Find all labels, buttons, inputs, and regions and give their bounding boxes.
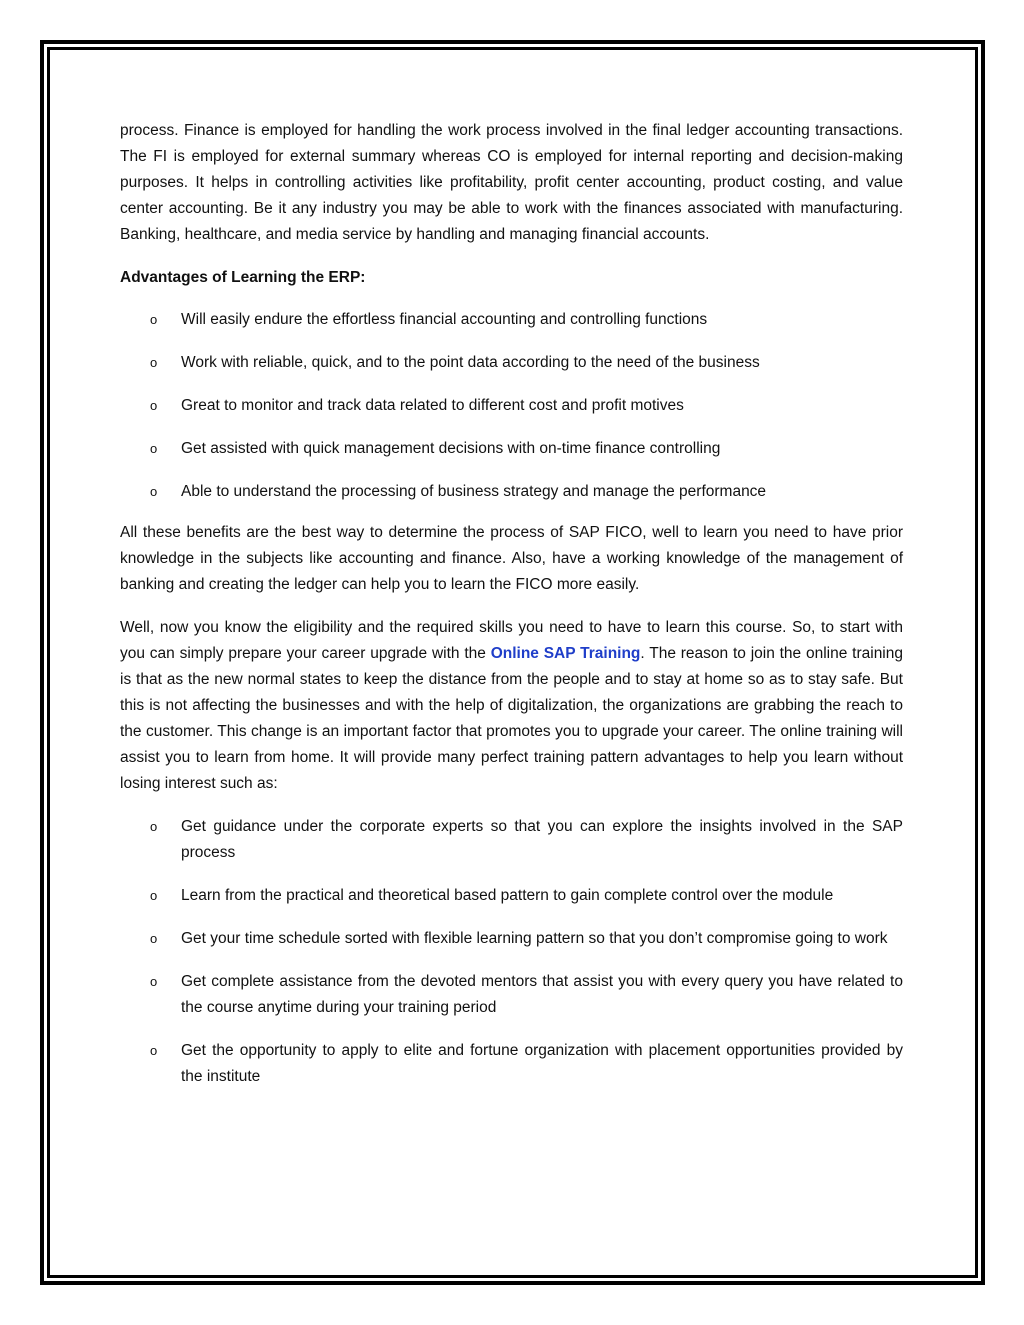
advantages-list-item [120,479,903,505]
training-list-item [120,1038,903,1090]
training-advantages-list [120,814,903,1090]
training-item-text: Get guidance under the corporate experts so that you can explore the insights involved in the SAP process [181,818,903,861]
bullet-icon: o [150,819,158,834]
bullet-icon: o [150,1043,158,1058]
training-list-item [120,814,903,866]
advantages-item-text: Get assisted with quick management decisions with on-time finance controlling [181,440,721,457]
training-item-text: Get the opportunity to apply to elite and fortune organization with placement opportunities provided by the institute [181,1042,903,1085]
advantages-item-text: Able to understand the processing of business strategy and manage the performance [181,483,767,500]
training-item-text: Learn from the practical and theoretical based pattern to gain complete control over the module [181,887,834,904]
advantages-item-text: Great to monitor and track data related to different cost and profit motives [181,397,684,414]
eligibility-text-start: Well, now you know the eligibility and the required skills you need to have to learn this course. So, to start with you can simply prepare your career upgrade with the [120,619,903,662]
training-list-item [120,926,903,952]
bullet-icon: o [150,484,158,499]
intro-paragraph: process. Finance is employed for handling the work process involved in the final ledger accounting transactions. The FI is employed for external summary whereas CO is employed for internal reporting and decision-making purposes. It helps in controlling activities like profitability, profit center accounting, product costing, and value center accounting. Be it any industry you may be able to work with the finances associated with manufacturing. Banking, healthcare, and media service by handling and managing financial accounts. [120,122,903,243]
eligibility-text-end: . The reason to join the online training is that as the new normal states to keep the distance from the people and to stay at home so as to stay safe. But this is not affecting the businesses and with the help of digitalization, the organizations are grabbing the reach to the customer. This change is an important factor that promotes you to upgrade your career. The online training will assist you to learn from home. It will provide many perfect training pattern advantages to help you learn without losing interest such as: [120,645,903,792]
eligibility-paragraph [120,615,903,797]
bullet-icon: o [150,355,158,370]
advantages-list [120,307,903,505]
training-item-text: Get your time schedule sorted with flexible learning pattern so that you don’t compromise going to work [181,930,888,947]
training-item-text: Get complete assistance from the devoted mentors that assist you with every query you have related to the course anytime during your training period [181,973,903,1016]
advantages-item-text: Work with reliable, quick, and to the point data according to the need of the business [181,354,760,371]
bullet-icon: o [150,974,158,989]
bullet-icon: o [150,312,158,327]
advantages-list-item [120,393,903,419]
training-list-item [120,969,903,1021]
bullet-icon: o [150,441,158,456]
training-list-item [120,883,903,909]
document-body [120,118,903,1105]
advantages-list-item [120,307,903,333]
online-sap-training-link[interactable]: Online SAP Training [490,645,641,662]
advantages-item-text: Will easily endure the effortless financial accounting and controlling functions [181,311,708,328]
bullet-icon: o [150,398,158,413]
bullet-icon: o [150,888,158,903]
advantages-list-item [120,436,903,462]
advantages-heading: Advantages of Learning the ERP: [120,269,366,286]
advantages-list-item [120,350,903,376]
benefits-paragraph: All these benefits are the best way to determine the process of SAP FICO, well to learn you need to have prior knowledge in the subjects like accounting and finance. Also, have a working knowledge of the management of banking and creating the ledger can help you to learn the FICO more easily. [120,524,903,593]
bullet-icon: o [150,931,158,946]
